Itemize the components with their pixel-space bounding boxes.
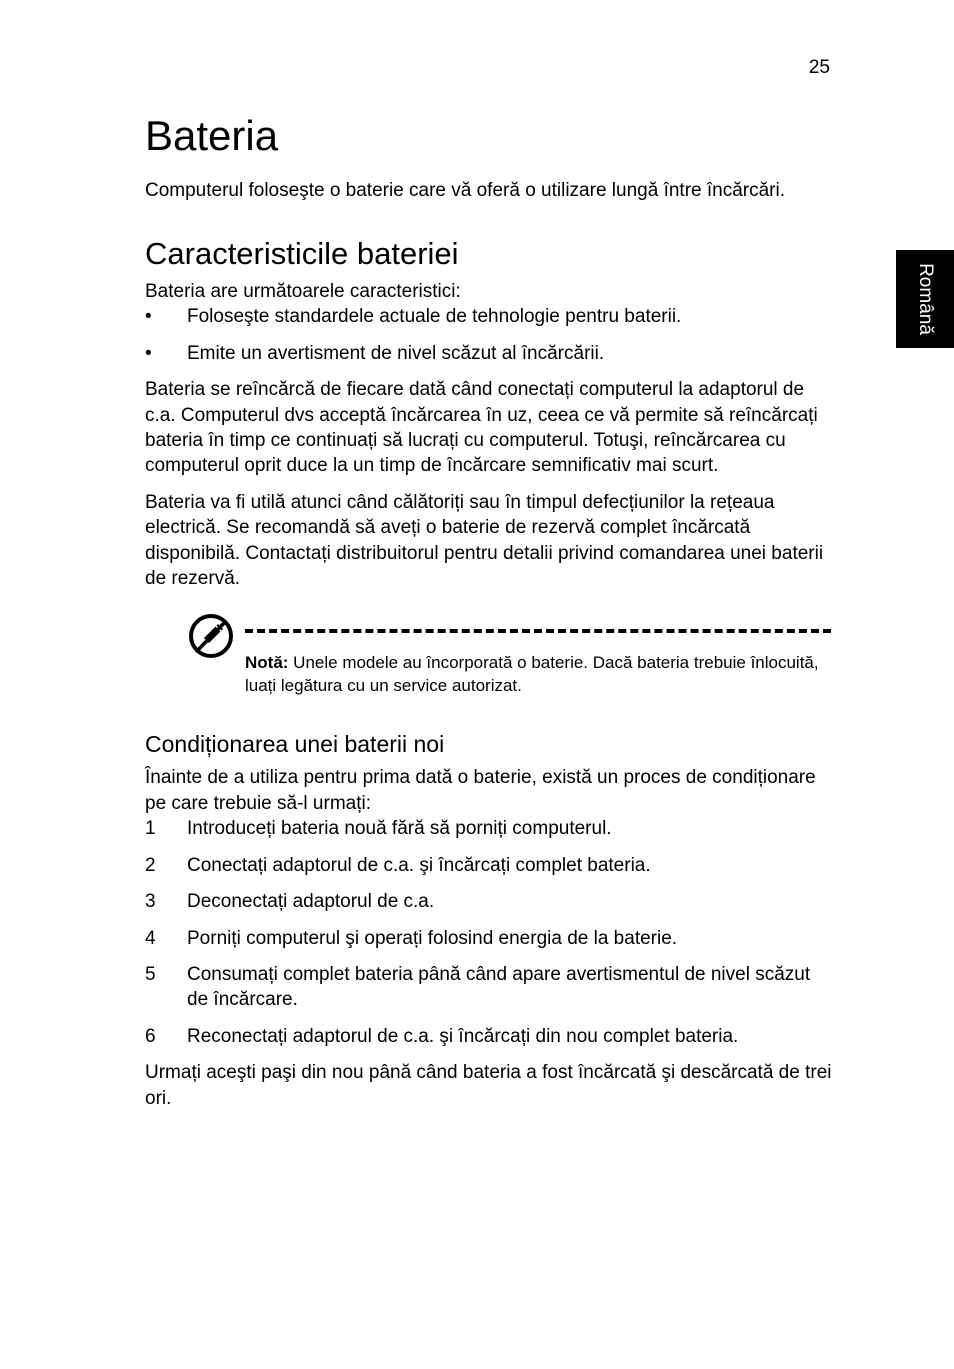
step-item — [145, 962, 835, 1013]
note-divider — [245, 629, 831, 633]
step-text: Introduceți bateria nouă fără să porniți computerul. — [187, 818, 612, 840]
subsection-lead: Înainte de a utiliza pentru prima dată o baterie, există un proces de condiționare pe care trebuie să-l urmați: — [145, 767, 816, 814]
step-text: Porniți computerul şi operați folosind energia de la baterie. — [187, 927, 678, 949]
step-item — [145, 926, 835, 951]
step-number: 5 — [145, 963, 156, 985]
feature-list — [145, 304, 835, 366]
page-title: Bateria — [145, 112, 279, 159]
step-item — [145, 816, 835, 841]
list-item-text: Foloseşte standardele actuale de tehnologie pentru baterii. — [187, 306, 682, 328]
list-item — [145, 304, 835, 329]
bullet-marker: • — [145, 306, 152, 328]
closing-paragraph: Urmați aceşti paşi din nou până când bateria a fost încărcată şi descărcată de trei ori. — [145, 1062, 832, 1109]
list-item — [145, 341, 835, 366]
step-text: Deconectați adaptorul de c.a. — [187, 891, 435, 913]
step-number: 4 — [145, 927, 156, 949]
step-item — [145, 1024, 835, 1049]
step-number: 2 — [145, 854, 156, 876]
note-label: Notă: — [245, 653, 289, 673]
note-box — [145, 613, 835, 713]
conditioning-steps — [145, 816, 835, 1049]
step-text: Conectați adaptorul de c.a. şi încărcați complet bateria. — [187, 854, 651, 876]
section-lead: Bateria are următoarele caracteristici: — [145, 281, 461, 302]
step-item — [145, 889, 835, 914]
note-text — [245, 651, 825, 697]
intro-paragraph: Computerul foloseşte o baterie care vă oferă o utilizare lungă între încărcări. — [145, 180, 785, 201]
page-content — [145, 110, 835, 1111]
page-number: 25 — [808, 57, 830, 78]
language-tab — [896, 250, 954, 348]
note-body: Unele modele au încorporată o baterie. Dacă bateria trebuie înlocuită, luați legătura cu un service autorizat. — [245, 653, 819, 696]
language-tab-label: Română — [915, 263, 936, 335]
recharge-paragraph: Bateria se reîncărcă de fiecare dată când conectați computerul la adaptorul de c.a. Computerul dvs acceptă încărcarea în uz, ceea ce vă permite să reîncărcați bateria în timp ce continuați să lucrați cu computerul. Totuşi, reîncărcarea cu computerul oprit duce la un timp de încărcare semnificativ mai scurt. — [145, 379, 818, 477]
list-item-text: Emite un avertisment de nivel scăzut al încărcării. — [187, 342, 605, 364]
bullet-marker: • — [145, 342, 152, 364]
note-pen-icon — [188, 613, 234, 659]
subsection-heading: Condiționarea unei baterii noi — [145, 731, 445, 758]
step-text: Consumați complet bateria până când apare avertismentul de nivel scăzut de încărcare. — [187, 963, 811, 1011]
step-text: Reconectați adaptorul de c.a. şi încărcați din nou complet bateria. — [187, 1025, 739, 1047]
step-number: 1 — [145, 818, 156, 840]
step-number: 6 — [145, 1025, 156, 1047]
section-heading: Caracteristicile bateriei — [145, 236, 459, 271]
spare-battery-paragraph: Bateria va fi utilă atunci când călătoriți sau în timpul defecțiunilor la rețeaua electrică. Se recomandă să aveți o baterie de rezervă complet încărcată disponibilă. Contactați distribuitorul pentru detalii privind comandarea unei baterii de rezervă. — [145, 491, 824, 590]
step-number: 3 — [145, 891, 156, 913]
step-item — [145, 853, 835, 878]
